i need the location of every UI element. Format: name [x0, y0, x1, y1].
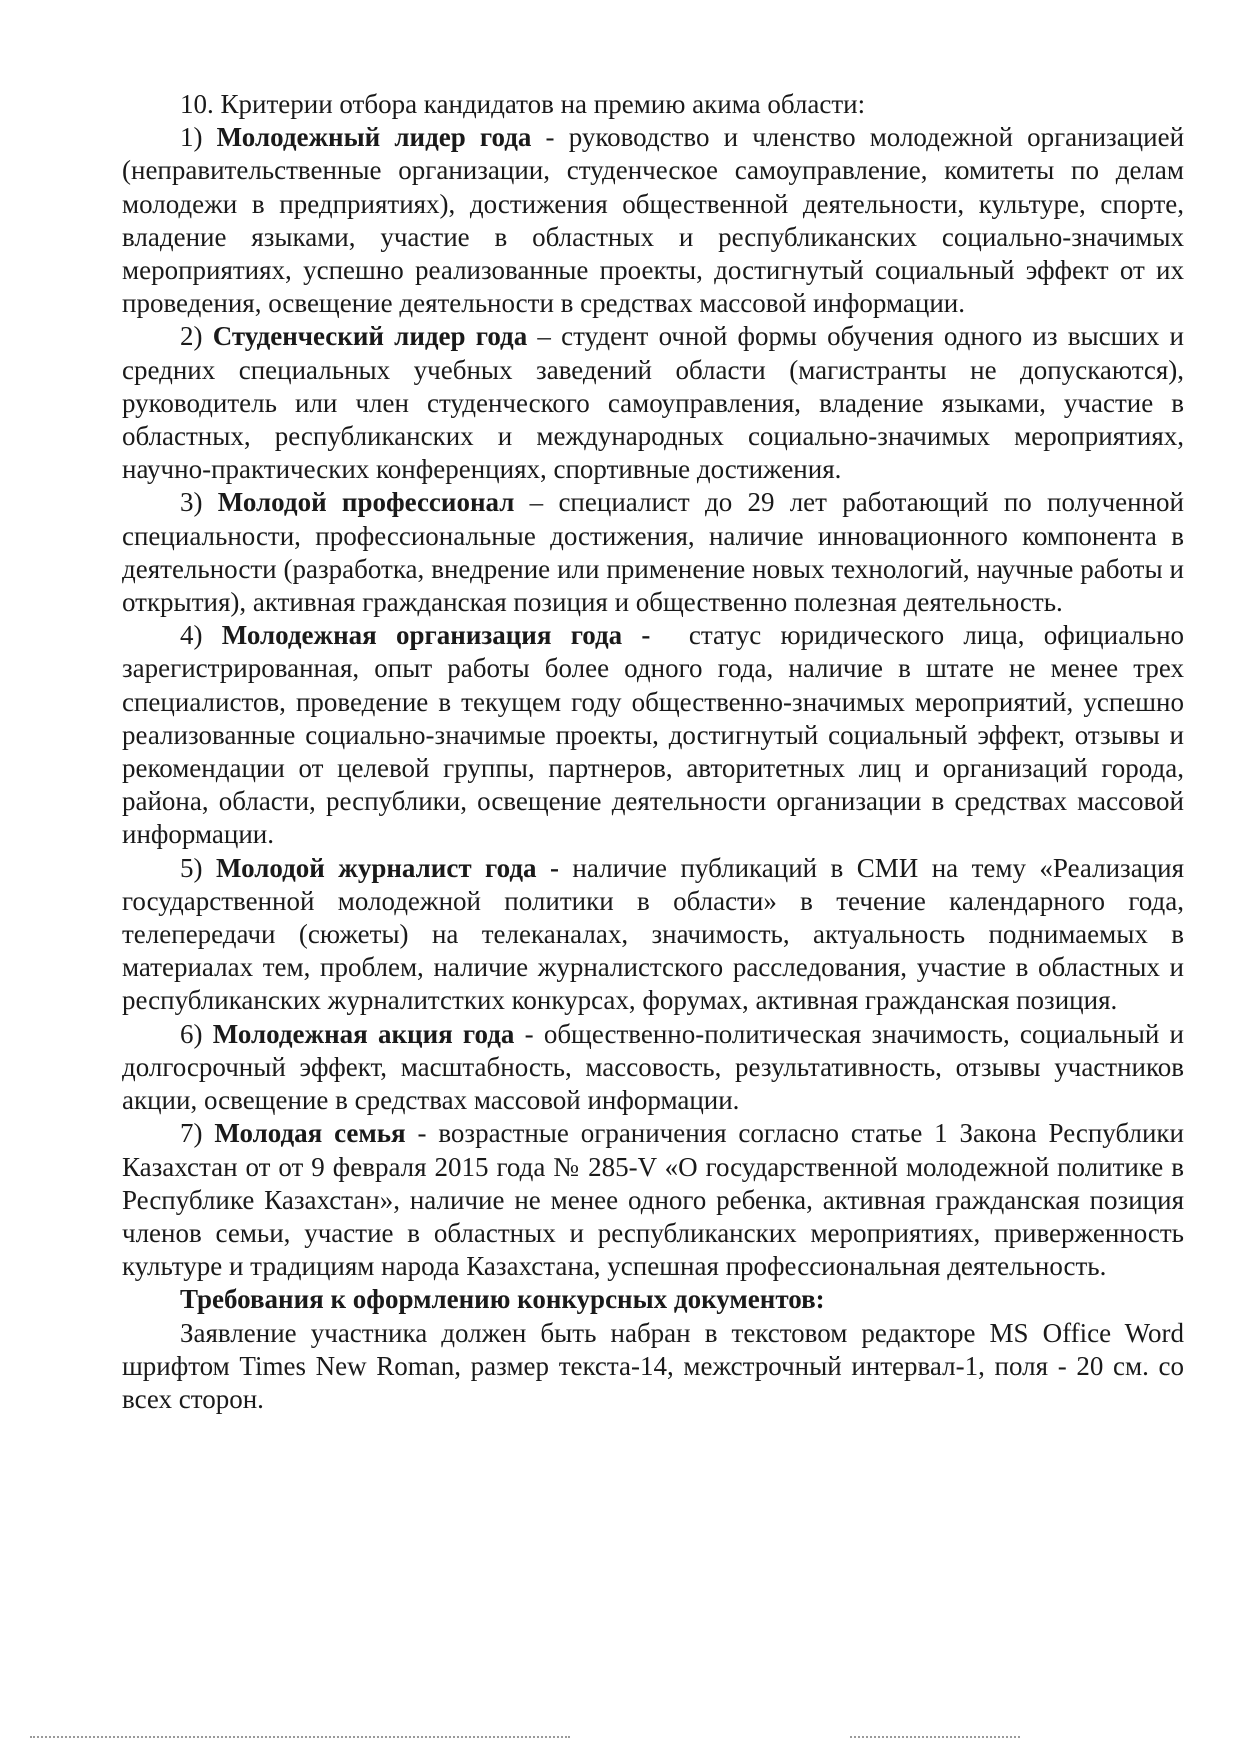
criterion-text: статус юридического лица, официально зарегистрированная, опыт работы более одного года, наличие в штате не менее трех специалистов, проведение в текущем году общественно-значимых мероприятий, успешно реализованные социально-значимые проекты, достигнутый социальный эффект, отзывы и рекомендации от целевой группы, партнеров, авторитетных лиц и организаций города, района, области, республики, освещение деятельности организации в средствах массовой информации. [122, 620, 1185, 850]
criterion-3 [122, 486, 1184, 619]
criterion-title: Молодежная организация года - [221, 620, 651, 651]
criterion-4 [122, 619, 1184, 851]
criterion-number: 5) [180, 852, 203, 883]
scan-artifact-right [850, 1736, 1020, 1740]
criterion-5 [122, 852, 1184, 1018]
criterion-2 [122, 320, 1184, 486]
requirements-heading: Требования к оформлению конкурсных документов: [180, 1284, 825, 1315]
criterion-separator: – [527, 321, 562, 352]
criterion-number: 3) [180, 487, 203, 518]
criterion-separator: - [514, 1018, 544, 1049]
criterion-number: 6) [180, 1018, 203, 1049]
criterion-separator: - [531, 122, 569, 153]
criterion-separator [559, 853, 572, 883]
criterion-text: наличие публикаций в СМИ на тему «Реализация государственной молодежной политики в области» в течение календарного года, телепередачи (сюжеты) на телеканалах, значимость, актуальность поднимаемых в материалах тем, проблем, наличие журналистского расследования, участие в областных и республиканских журналитстких конкурсах, форумах, активная гражданская позиция. [122, 852, 1185, 1016]
criterion-number: 4) [180, 620, 203, 651]
criterion-number: 1) [180, 122, 203, 153]
criterion-text: возрастные ограничения согласно статье 1 Закона Республики Казахстан от от 9 февраля 2015 года № 285-V «О государственной молодежной политике в Республике Казахстан», наличие не менее одного ребенка, активная гражданская позиция членов семьи, участие в областных и республиканских мероприятиях, приверженность культуре и традициям народа Казахстана, успешная профессиональная деятельность. [122, 1118, 1184, 1282]
criterion-title: Студенческий лидер года [212, 321, 528, 352]
criterion-1 [122, 121, 1184, 320]
criterion-separator [650, 620, 688, 650]
criterion-number: 7) [180, 1118, 203, 1149]
criterion-text: общественно-политическая значимость, социальный и долгосрочный эффект, масштабность, массовость, результативность, отзывы участников акции, освещение в средствах массовой информации. [122, 1018, 1184, 1116]
criterion-title: Молодежный лидер года [216, 122, 532, 153]
criterion-separator: – [514, 487, 559, 518]
criterion-title: Молодежная акция года [212, 1018, 515, 1049]
criterion-text: студент очной формы обучения одного из высших и средних специальных учебных заведений области (магистранты не допускаются), руководитель или член студенческого самоуправления, владение языками, участие в областных, республиканских и международных социально-значимых мероприятиях, научно-практических конференциях, спортивные достижения. [122, 321, 1185, 485]
document-body [122, 88, 1184, 1416]
requirements-text: Заявление участника должен быть набран в текстовом редакторе MS Office Word шрифтом Times New Roman, размер текста-14, межстрочный интервал-1, поля - 20 см. со всех сторон. [122, 1317, 1184, 1414]
criterion-title: Молодой журналист года - [215, 852, 559, 883]
criterion-6 [122, 1018, 1184, 1118]
criterion-7 [122, 1117, 1184, 1283]
criterion-text: специалист до 29 лет работающий по полученной специальности, профессиональные достижения, наличие инновационного компонента в деятельности (разработка, внедрение или применение новых технологий, научные работы и открытия), активная гражданская позиция и общественно полезная деятельность. [122, 487, 1185, 618]
criterion-title: Молодой профессионал [217, 487, 515, 518]
criteria-intro: 10. Критерии отбора кандидатов на премию акима области: [180, 89, 866, 119]
criterion-number: 2) [180, 321, 203, 352]
scan-artifact-left [30, 1736, 570, 1740]
criterion-text: руководство и членство молодежной организацией (неправительственные организации, студенческое самоуправление, комитеты по делам молодежи в предприятиях), достижения общественной деятельности, культуре, спорте, владение языками, участие в областных и республиканских социально-значимых мероприятиях, успешно реализованные проекты, достигнутый социальный эффект от их проведения, освещение деятельности в средствах массовой информации. [122, 122, 1185, 319]
criterion-separator: - [405, 1118, 439, 1149]
criterion-title: Молодая семья [214, 1118, 406, 1149]
